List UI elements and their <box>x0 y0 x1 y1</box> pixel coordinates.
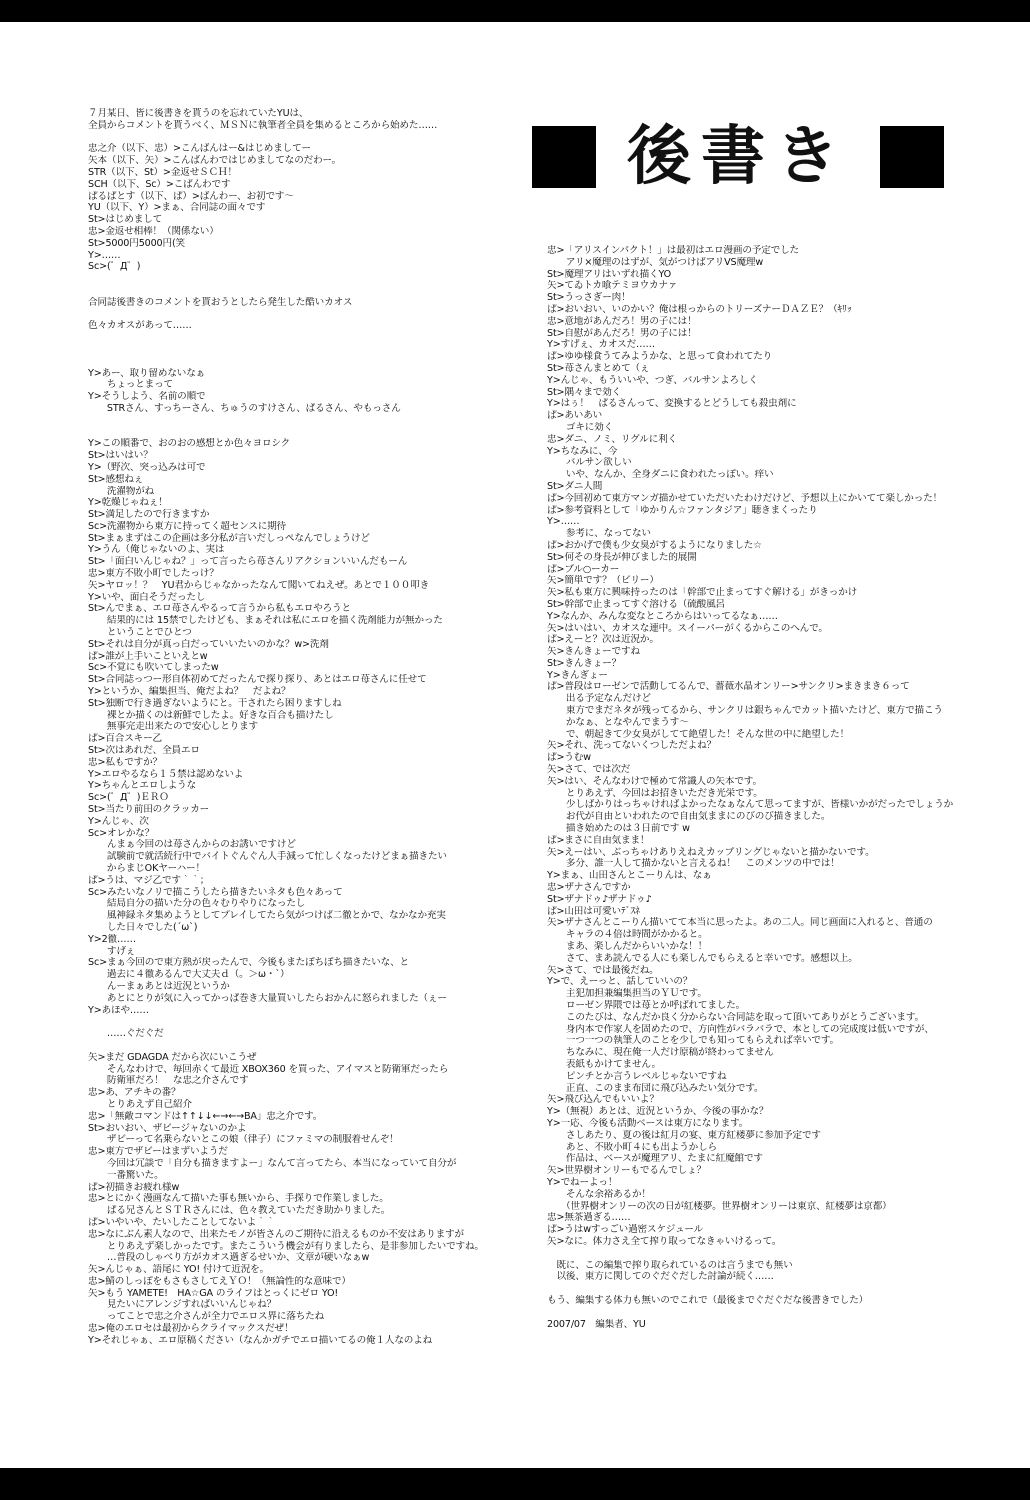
text-line: このたびは、なんだか良く分からない合同誌を取って頂いてありがとうございます。 <box>547 1011 924 1023</box>
text-line: そんな余裕あるか！ <box>547 1188 651 1200</box>
text-line: St>感想ねぇ <box>88 473 144 485</box>
text-line: SCH（以下、Sc）>こばんわです <box>88 178 231 190</box>
text-line: ぱ>うは、マジ乙です｀｀； <box>88 874 210 886</box>
text-line: Y>この順番で、おのおの感想とか色々ヨロシク <box>88 438 291 450</box>
text-line: Y>まぁ、山田さんとこーりんは、なぁ <box>547 870 712 882</box>
text-line: ぱ>百合スキー乙 <box>88 733 162 745</box>
right-square-mark <box>880 126 944 188</box>
text-line: Y>きんぎょー <box>547 669 608 681</box>
text-line <box>88 132 536 144</box>
text-line: 一番驚いた。 <box>88 1169 164 1181</box>
text-line: 見たいにアレンジすればいいんじゃね？ <box>88 1299 277 1311</box>
text-line: 矢>ヤロッ！？ YU君からじゃなかったなんて聞いてねえぜ。あとで１００叩き <box>88 579 430 591</box>
text-line: 作品は、ベースが魔理アリ、たまに紅魔館です <box>547 1153 763 1165</box>
text-line: Y>それじゃぁ、エロ原稿ください（なんかガチでエロ描いてるの俺１人なのよね <box>88 1334 433 1346</box>
text-line: んーまぁあとは近況というか <box>88 980 230 992</box>
text-line: （世界樹オンリーの次の日が紅楼夢。世界樹オンリーは東京、紅楼夢は京都） <box>547 1200 892 1212</box>
text-line: 忠>とにかく漫画なんて描いた事も無いから、手探りで作業しました。 <box>88 1193 389 1205</box>
text-line: St>ダニ人間 <box>547 480 603 492</box>
text-line: Y>一応、今後も活動ベースは東方になります。 <box>547 1117 749 1129</box>
text-line: 少しばかりはっちゃければよかったなぁなんて思ってますが、皆様いかがだったでしょうか <box>547 799 954 811</box>
text-line: St>きんきょー？ <box>547 657 622 669</box>
text-line: St>何その身長が伸びました的展開 <box>547 551 697 563</box>
text-line: 忠>東方でザビーはまずいようだ <box>88 1146 228 1158</box>
text-line: いや、なんか、全身ダニに食われたっぽい。痒い <box>547 469 774 481</box>
text-line: 裸とか描くのは新鮮でしたよ。好きな百合も描けたし <box>88 709 334 721</box>
text-line: Y>んじゃ、もういいや、つぎ、バルサンよろしく <box>547 374 758 386</box>
text-line: もう、編集する体力も無いのでこれで（最後までぐだぐだな後書きでした） <box>547 1294 869 1306</box>
text-line: 矢>ザナさんとこーりん描いてて本当に思ったよ。あの二人。同じ画面に入れると、普通の <box>547 917 933 929</box>
text-line: 忠>東方不敗小町でしたっけ？ <box>88 568 219 580</box>
text-line: 矢>さて、では最後だね。 <box>547 964 659 976</box>
text-line: あとにとりが気に入ってかっぱ巻き大量買いしたらおかんに怒られました（ぇー <box>88 992 447 1004</box>
text-line: Sc>まぁ今回ので東方熱が戻ったんで、今後もまたぼちぼち描きたいな、と <box>88 957 409 969</box>
text-line: 一つ一つの執筆人のことを少しでも知ってもらえれば幸いです。 <box>547 1035 839 1047</box>
text-line: St>独断で行き過ぎないようにと。干されたら困りますしね <box>88 697 342 709</box>
text-line: した日々でした(´ω`) <box>88 921 198 933</box>
text-line: とりあえず自己紹介 <box>88 1098 192 1110</box>
text-line: で、朝起きて少女臭がしてて絶望した！そんな世の中に絶望した！ <box>547 728 850 740</box>
text-line: St>満足したので行きますか <box>88 509 210 521</box>
text-line <box>88 332 536 344</box>
text-line: お代が自由といわれたので自由気ままにのびのび描きました。 <box>547 811 831 823</box>
text-line: ぱ>誰が上手いこといえとw <box>88 650 208 662</box>
text-line: 身内本で作家人を固めたので、方向性がバラバラで、本としての完成度は低いですが、 <box>547 1023 934 1035</box>
text-line: 洗濯物がね <box>88 485 155 497</box>
text-line: Y>（野次、突っ込みは可で <box>88 461 206 473</box>
text-line: ぱ>山田は可愛いﾃﾞｽﾈ <box>547 905 640 917</box>
text-line: あと、不敗小町４にも出ようかしら <box>547 1141 717 1153</box>
text-line: ぱ>いやいや、たいしたことしてないよ｀｀ <box>88 1216 276 1228</box>
text-line: ローゼン界隈では苺とか呼ばれてました。 <box>547 1000 746 1011</box>
text-line: 以後、東方に関してのぐだぐだした討論が続く…… <box>547 1271 774 1283</box>
text-line: ぱ>普段はローゼンで活動してるんで、薔薇水晶オンリー>サンクリ>まきまき６って <box>547 681 910 693</box>
text-line: Sc>オレかな？ <box>88 827 155 839</box>
text-line: STRさん、すっちーさん、ちゅうのすけさん、ぱるさん、やもっさん <box>88 402 401 414</box>
text-line: 忠>ザナさんですか <box>547 882 631 894</box>
text-line: ぱ>参考資料として「ゆかりん☆ファンタジア」聴きまくったり <box>547 504 818 516</box>
text-line: ぱ>今回初めて東方マンガ描かせていただいたわけだけど、予想以上にかいてて楽しかった！ <box>547 492 943 504</box>
text-line: 表紙もかけてません。 <box>547 1058 661 1070</box>
text-line: 矢本（以下、矢）>こんばんわではじめましてなのだわー。 <box>88 155 342 167</box>
text-line: St>合同誌っつー形自体初めてだったんで探り探り、あとはエロ苺さんに任せて <box>88 674 427 686</box>
text-line <box>88 427 536 439</box>
text-line: 忠>俺のエロセは最初からクライマックスだぜ！ <box>88 1323 294 1335</box>
text-line: Y>そうしよう、名前の順で <box>88 391 206 403</box>
text-line: ちなみに、現在俺一人だけ原稿が終わってません <box>547 1047 774 1059</box>
text-line: Y>乾燥じゃねぇ！ <box>88 497 168 509</box>
text-line: 忠>あ、アチキの番？ <box>88 1087 181 1099</box>
text-line: 合同誌後書きのコメントを貰おうとしたら発生した酷いカオス <box>88 296 353 308</box>
text-line <box>88 415 536 427</box>
text-line: Y>…… <box>547 516 580 528</box>
text-line: 矢>もう YAMETE! HA☆GA のライフはとっくにゼロ YO! <box>88 1287 339 1299</box>
text-line: まあ、楽しんだからいいかな！！ <box>547 941 708 953</box>
text-line: ぱ>ブル○ーカー <box>547 563 620 575</box>
left-square-mark <box>532 126 596 188</box>
right-text-column <box>547 245 1007 1330</box>
text-line: 矢>まだ GDAGDA だから次にいこうぜ <box>88 1051 257 1063</box>
text-line: Y>うん（俺じゃないのよ、実は <box>88 544 225 556</box>
text-line: Y>（無視）あとは、近況というか、今後の事かな？ <box>547 1106 769 1118</box>
text-line: ピンチとか言うレベルじゃないですね <box>547 1070 727 1082</box>
text-line: とりあえず楽しかったです。またこういう機会が有りましたら、是非参加したいですね。 <box>88 1240 484 1252</box>
text-line: Y>あほや…… <box>88 1004 149 1016</box>
heading-title: 後書き <box>627 119 849 194</box>
text-line: 正直、このまま布団に飛び込みたい気分です。 <box>547 1082 764 1094</box>
text-line: Sc>洗濯物から東方に持ってく超センスに期待 <box>88 520 287 532</box>
text-line <box>88 1016 536 1028</box>
text-line: 色々カオスがあって…… <box>88 320 192 332</box>
text-line: 矢>んじゃぁ、語尾に YO! 付けて近況を。 <box>88 1264 270 1276</box>
text-line: キャラの４倍は時間がかかると。 <box>547 929 708 941</box>
text-line <box>88 1040 536 1052</box>
text-line: 忠>無茶過ぎる…… <box>547 1212 631 1224</box>
text-line: ゴキに効く <box>547 421 614 433</box>
text-line: 参考に、なってない <box>547 528 651 540</box>
text-line: さて、まあ読んでる人にも楽しんでもらえると幸いです。感想以上。 <box>547 952 858 964</box>
text-line: 矢>なに。体力さえ全て搾り取ってなきゃいけるって。 <box>547 1235 782 1247</box>
text-line <box>88 285 536 297</box>
text-line: ぱ>おかげで僕も少女臭がするようになりました☆ <box>547 539 762 551</box>
text-line: 矢>きんきょーですね <box>547 646 640 658</box>
text-line <box>547 1248 1007 1260</box>
text-line: …普段のしゃべり方がカオス過ぎるせいか、文章が硬いなぁw <box>88 1252 370 1264</box>
text-line: 全員からコメントを貰うべく、ＭＳＮに執筆者全員を集めるところから始めた…… <box>88 119 438 131</box>
text-line: St>苺さんまとめて（ぇ <box>547 362 650 374</box>
text-line: ぱる兄さんとＳＴＲさんには、色々教えていただき助かりました。 <box>88 1205 391 1217</box>
text-line: Sc>みたいなノリで描こうしたら描きたいネタも色々あって <box>88 886 343 898</box>
text-line: ７月某日、皆に後書きを貰うのを忘れていたYUは、 <box>88 108 309 119</box>
text-line: 矢>私も東方に興味持ったのは「幹部で止まってすぐ解ける」がきっかけ <box>547 587 858 599</box>
text-line <box>88 344 536 356</box>
text-line: ぱ>おいおい、いのかい？俺は根っからのトリーズナーＤＡＺＥ？（ｷﾘｯ <box>547 303 852 315</box>
text-line: YU（以下、Y）>まぁ、合同誌の面々です <box>88 202 266 214</box>
text-line: 無事完走出来たので安心しとります <box>88 721 258 733</box>
text-line: ぱ>えーと？次は近況か。 <box>547 634 659 646</box>
text-line: ぱ>まさに自由気まま！ <box>547 834 650 846</box>
text-line: St>当たり前田のクラッカー <box>88 804 210 816</box>
text-line: 防衛軍だろ！ な忠之介さんです <box>88 1075 249 1087</box>
afterword-heading <box>532 120 944 194</box>
text-line: St>んでまぁ、エロ苺さんやるって言うから私もエロやろうと <box>88 603 351 615</box>
text-line: Y>んじゃ、次 <box>88 815 149 827</box>
text-line: 今回は冗談で「自分も描きますよー」なんて言ってたら、本当になっていて自分が <box>88 1157 457 1169</box>
text-line: Y>ちなみに、今 <box>547 445 618 457</box>
text-line: 矢>簡単です？（ビリー） <box>547 575 659 587</box>
left-text-column <box>88 108 536 1347</box>
text-line: 出る予定なんだけど <box>547 693 651 705</box>
text-line <box>88 356 536 368</box>
text-line: St>はじめまして <box>88 214 163 226</box>
text-line <box>88 273 536 285</box>
text-line: 描き始めたのは３日前です w <box>547 823 690 835</box>
text-line: さしあたり、夏の後は紅月の宴、東方紅楼夢に参加予定です <box>547 1129 821 1141</box>
text-line: St>「面白いんじゃね？」って言ったら苺さんリアクションいいんだもーん <box>88 556 408 568</box>
text-line: Sc>(゜Д゜) <box>88 261 141 273</box>
text-line: ちょっとまって <box>88 379 173 391</box>
text-line: Y>…… <box>88 249 121 261</box>
text-line: 2007/07 編集者、YU <box>547 1318 646 1330</box>
text-line: 矢>はい、そんなわけで極めて常識人の矢本です。 <box>547 775 762 787</box>
text-line: St>ザナドゥ♪ザナドゥ♪ <box>547 893 652 905</box>
text-line <box>88 309 536 321</box>
text-line: 忠之介（以下、忠）>こんばんはー&はじめましてー <box>88 143 311 155</box>
text-line: ということでひとつ <box>88 627 192 639</box>
text-line: 多分、誰一人して描かないと言えるね！ このメンツの中では！ <box>547 858 840 870</box>
text-line: そんなわけで、毎回赤くて最近 XBOX360 を買った、アイマスと防衛軍だったら <box>88 1063 449 1075</box>
text-line <box>547 1283 1007 1295</box>
text-line: St>次はあれだ、全員エロ <box>88 745 200 757</box>
text-line: ぱ>初描きお疲れ様w <box>88 1181 180 1193</box>
text-line: 結局自分の描いた分の色々むりやりになったし <box>88 898 306 910</box>
text-line: ぱ>うむw <box>547 752 591 764</box>
text-line: 忠>ダニ、ノミ、リグルに利く <box>547 433 678 445</box>
bottom-border-bar <box>0 1468 1030 1500</box>
text-line: 忠>「無敵コマンドは↑↑↓↓←→←→BA」忠之介です。 <box>88 1110 323 1122</box>
text-line: 過去に４徹あるんで大丈夫ｄ（。＞ω・`） <box>88 969 290 981</box>
text-line: Sc>不覚にも吹いてしまったw <box>88 662 219 674</box>
text-line: Y>すげぇ、カオスだ…… <box>547 339 655 351</box>
text-line: 忠>鯖のしっぽをもさもさしてえＹＯ！（無論性的な意味で） <box>88 1275 351 1287</box>
text-line: Y>ちゃんとエロしような <box>88 780 197 792</box>
text-line: 既に、この編集で搾り取られているのは言うまでも無い <box>547 1259 793 1271</box>
text-line: Y>というか、編集担当、俺だよね？ だよね？ <box>88 686 291 698</box>
text-line: Y>なんか、みんな変なところからはいってるなぁ…… <box>547 610 778 622</box>
text-line: 矢>それ、洗ってないくつしただよね？ <box>547 740 717 752</box>
text-line: 矢>飛び込んでもいいよ？ <box>547 1094 659 1106</box>
text-line: 結果的には 15禁でしたけども、まぁそれは私にエロを描く洗剤能力が無かった <box>88 615 443 627</box>
text-line: Y>で、えーっと、話していいの？ <box>547 976 693 988</box>
text-line: Y>あー、取り留めないなぁ <box>88 367 206 379</box>
text-line: 忠>なにぶん素人なので、出来たモノが皆さんのご期待に沿えるものか不安はありますが <box>88 1228 464 1240</box>
text-line: からまじOKヤーハー！ <box>88 863 205 874</box>
text-line: 風神録ネタ集めようとしてプレイしてたら気がつけば二徹とかで、なかなか充実 <box>88 910 446 922</box>
text-line: Y>はぅ！ ぱるさんって、変換するとどうしても殺虫剤に <box>547 398 797 410</box>
text-line: とりあえず、今回はお招きいただき光栄です。 <box>547 787 763 799</box>
text-line: 忠>私もですか？ <box>88 756 162 768</box>
text-line: St>隅々まで効く <box>547 386 622 398</box>
text-line: 東方でまだネタが残ってるから、サンクリは銀ちゃんでカット描いたけど、東方で描こう <box>547 705 943 717</box>
text-line: かなぁ、となやんでまうす～ <box>547 716 689 728</box>
text-line: ぱ>うはwすっごい過密スケジュール <box>547 1224 704 1236</box>
text-line: ってことで忠之介さんが全力でエロス界に落ちたね <box>88 1311 325 1323</box>
text-line: 忠>「アリスインパクト！」は最初はエロ漫画の予定でした <box>547 245 799 256</box>
text-line: バルサン欲しい <box>547 457 632 469</box>
text-line: 試験前で就活続行中でバイトぐんぐん人手減って忙しくなったけどまぁ描きたい <box>88 851 447 863</box>
text-line: 矢>えーはい、ぶっちゃけありえねえカップリングじゃないと描かないです。 <box>547 846 875 858</box>
text-line: Y>2徹…… <box>88 933 136 945</box>
text-line: Y>エロやるなら１５禁は認めないよ <box>88 768 244 780</box>
top-border-bar <box>0 0 1030 22</box>
text-line: Y>でねーよっ！ <box>547 1176 618 1188</box>
text-line: ぱ>ゆゆ様食うてみようかな、と思って食われてたり <box>547 351 773 363</box>
text-line: St>それは自分が真っ白だっていいたいのかな？w>洗剤 <box>88 638 329 650</box>
text-line: 矢>てゐトカ喰テミヨウカナァ <box>547 280 678 292</box>
text-line: St>おいおい、ザビージャないのかよ <box>88 1122 247 1134</box>
text-line: St>自慰があんだろ！男の子には！ <box>547 327 697 339</box>
text-line: St>はいはい？ <box>88 450 153 462</box>
text-line: ザビーって名乗らないとこの娘（律子）にファミマの制服着せんぞ！ <box>88 1134 399 1146</box>
text-line: 忠>金返せ相棒！（関係ない） <box>88 225 219 237</box>
text-line <box>547 1307 1007 1319</box>
text-line: ぱ>あいあい <box>547 410 603 422</box>
text-line: ぱるぱとす（以下、ぱ）>ばんわー、お初です～ <box>88 190 294 202</box>
text-line: 矢>世界樹オンリーもでるんでしょ？ <box>547 1165 706 1177</box>
text-line: St>うっさぎー肉！ <box>547 292 631 304</box>
text-line: 矢>さて、では次だ <box>547 764 631 776</box>
text-line: St>魔理アリはいずれ描くYO <box>547 268 672 280</box>
text-line: St>まぁまずはこの企画は多分私が言いだしっぺなんでしょうけど <box>88 532 370 544</box>
text-line: すげぇ <box>88 945 136 957</box>
text-line: Sc>(゜Д゜)ＥＲＯ <box>88 792 169 804</box>
text-line: んまぁ今回のは苺さんからのお誘いですけど <box>88 839 296 851</box>
text-line: 忠>意地があんだろ！男の子には！ <box>547 315 697 327</box>
text-line: St>5000円5000円(笑 <box>88 237 185 249</box>
text-line: ……ぐだぐだ <box>88 1028 164 1040</box>
text-line: St>幹部で止まってすぐ溶ける（硫酸風呂 <box>547 598 725 610</box>
text-line: アリ×魔理のはずが、気がつけばアリVS魔理w <box>547 256 764 268</box>
text-line: 主犯加担兼編集担当のＹＵです。 <box>547 988 707 1000</box>
text-line: 矢>はいはい、カオスな連中。スイーパーがくるからこのへんで。 <box>547 622 828 634</box>
text-line: STR（以下、St）>金返せＳＣＨ！ <box>88 166 237 178</box>
text-line: Y>いや、面白そうだったし <box>88 591 206 603</box>
